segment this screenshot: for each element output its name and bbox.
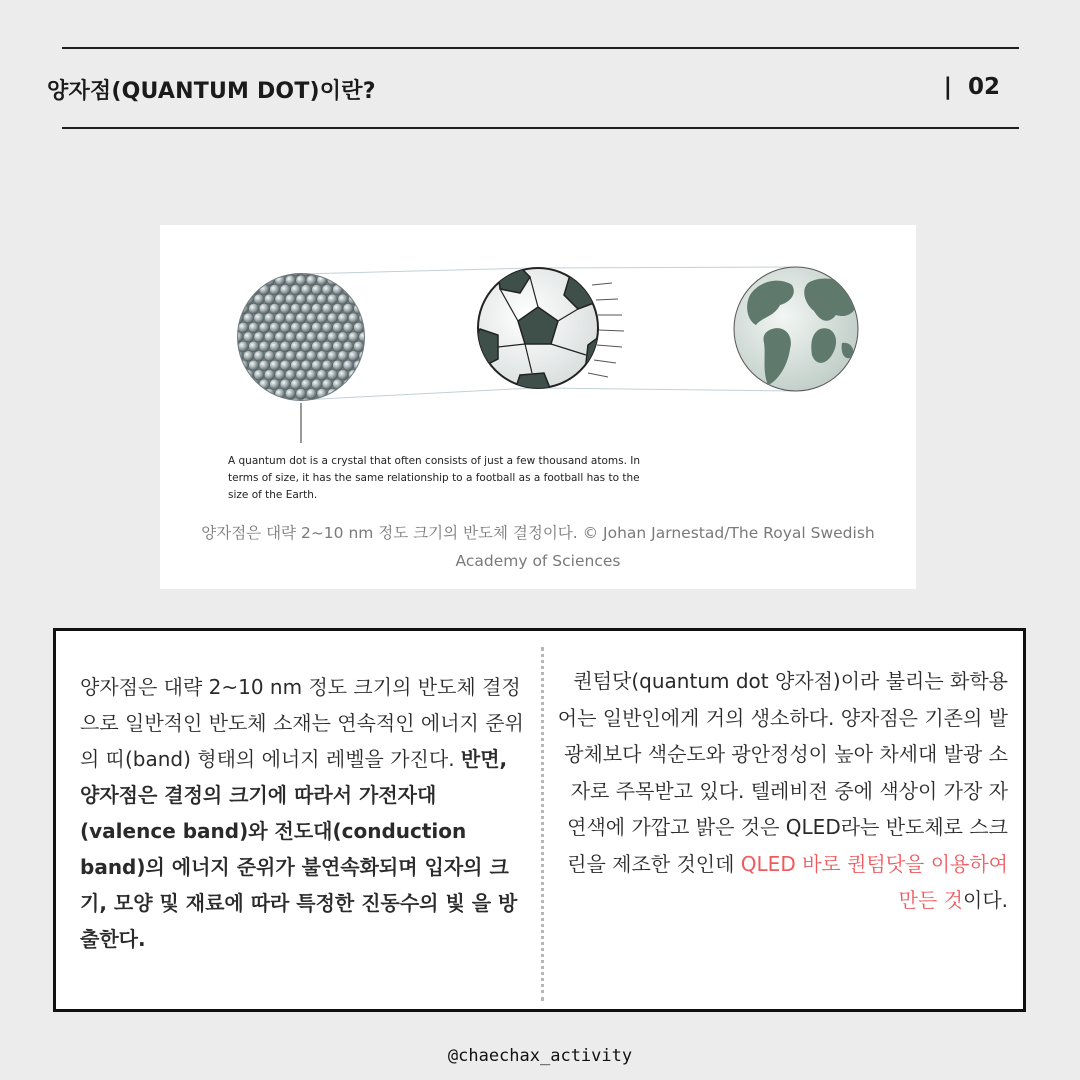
atom-sphere xyxy=(306,294,316,304)
page-number-value: 02 xyxy=(967,74,1000,100)
quantum-dot-figure xyxy=(160,225,916,589)
atom-sphere xyxy=(354,360,364,370)
atom-sphere xyxy=(343,285,353,295)
right-text-normal: 퀀텀닷(quantum dot 양자점)이라 불리는 화학용어는 일반인에게 거의 생소하다. 양자점은 기존의 발광체보다 색순도와 광안정성이 높아 차세대 발광 소자로 주목받고 있다. 텔레비전 중에 색상이 가장 자연색에 가깝고 밝은 것은 QLED라는 반도체로 스크린을 제조한 것인데 xyxy=(557,669,1008,876)
left-text-bold: 반면, 양자점은 결정의 크기에 따라서 가전자대(valence band)와 전도대(conduction band)의 에너지 준위가 불연속화되며 입자의 크기, 모양 및 재료에 따라 특정한 진동수의 빛 을 방출한다. xyxy=(80,747,518,951)
atom-crystal-icon xyxy=(233,266,369,409)
atom-sphere xyxy=(275,294,285,304)
atom-sphere xyxy=(238,322,248,332)
figure-caption: 양자점은 대략 2~10 nm 정도 크기의 반도체 결정이다. © Johan Jarnestad/The Royal Swedish Academy of Sciences xyxy=(201,524,875,570)
atom-sphere xyxy=(343,379,353,389)
atom-sphere xyxy=(275,313,285,323)
atom-sphere xyxy=(296,275,306,285)
atom-sphere xyxy=(296,313,306,323)
atom-sphere xyxy=(249,341,259,351)
atom-sphere xyxy=(264,313,274,323)
atom-sphere xyxy=(254,313,264,323)
atom-sphere xyxy=(333,379,343,389)
atom-sphere xyxy=(249,303,259,313)
left-text-column xyxy=(80,669,530,957)
atom-sphere xyxy=(322,322,332,332)
atom-sphere xyxy=(306,313,316,323)
atom-sphere xyxy=(264,351,274,361)
atom-sphere xyxy=(243,332,253,342)
atom-sphere xyxy=(317,351,327,361)
atom-sphere xyxy=(333,341,343,351)
atom-sphere xyxy=(338,313,348,323)
atom-sphere xyxy=(259,341,269,351)
figure-description: A quantum dot is a crystal that often consists of just a few thousand atoms. In terms of size, it has the same relationship to a football as a football has to the size of the Earth. xyxy=(228,455,641,501)
atom-sphere xyxy=(322,303,332,313)
right-text-column xyxy=(556,663,1008,919)
atom-sphere xyxy=(348,351,358,361)
atom-sphere xyxy=(259,322,269,332)
atom-sphere xyxy=(322,379,332,389)
atom-sphere xyxy=(259,360,269,370)
atom-sphere xyxy=(301,341,311,351)
page-title: 양자점(QUANTUM DOT)이란? xyxy=(47,79,376,104)
atom-sphere xyxy=(312,303,322,313)
atom-sphere xyxy=(312,360,322,370)
atom-sphere xyxy=(327,351,337,361)
atom-sphere xyxy=(285,351,295,361)
atom-sphere xyxy=(338,370,348,380)
atom-sphere xyxy=(348,313,358,323)
atom-sphere xyxy=(333,285,343,295)
atom-sphere xyxy=(249,360,259,370)
header-top-rule xyxy=(62,47,1019,49)
atom-sphere xyxy=(259,285,269,295)
header-bottom-rule xyxy=(62,127,1019,129)
atom-sphere xyxy=(348,294,358,304)
atom-sphere xyxy=(264,294,274,304)
author-handle: @chaechax_activity xyxy=(447,1046,633,1066)
atom-sphere xyxy=(270,360,280,370)
atom-sphere xyxy=(243,294,253,304)
page-number-separator: | xyxy=(943,74,952,100)
atom-sphere xyxy=(327,332,337,342)
atom-sphere xyxy=(343,360,353,370)
atom-sphere xyxy=(243,370,253,380)
atom-sphere xyxy=(291,303,301,313)
atom-sphere xyxy=(333,303,343,313)
atom-sphere xyxy=(291,322,301,332)
atom-sphere xyxy=(354,303,364,313)
atom-sphere xyxy=(243,351,253,361)
atom-sphere xyxy=(301,379,311,389)
atom-sphere xyxy=(254,332,264,342)
atom-sphere xyxy=(285,389,295,399)
atom-sphere xyxy=(312,322,322,332)
atom-sphere xyxy=(296,294,306,304)
atom-sphere xyxy=(285,370,295,380)
left-text-normal: 양자점은 대략 2~10 nm 정도 크기의 반도체 결정으로 일반적인 반도체 소재는 연속적인 에너지 준위의 띠(band) 형태의 에너지 레벨을 가진다. xyxy=(80,675,524,771)
atom-sphere xyxy=(275,332,285,342)
atom-sphere xyxy=(338,332,348,342)
atom-sphere xyxy=(301,360,311,370)
atom-sphere xyxy=(291,285,301,295)
atom-sphere xyxy=(301,285,311,295)
atom-sphere xyxy=(254,370,264,380)
atom-sphere xyxy=(296,370,306,380)
atom-sphere xyxy=(343,303,353,313)
football-icon xyxy=(470,265,624,401)
right-text-highlight: QLED 바로 퀀텀닷을 이용하여 만든 것 xyxy=(740,851,1008,912)
atom-sphere xyxy=(291,360,301,370)
atom-sphere xyxy=(249,285,259,295)
atom-sphere xyxy=(285,275,295,285)
atom-sphere xyxy=(280,322,290,332)
atom-sphere xyxy=(317,294,327,304)
atom-sphere xyxy=(338,294,348,304)
atom-sphere xyxy=(285,294,295,304)
atom-sphere xyxy=(280,379,290,389)
atom-sphere xyxy=(270,285,280,295)
atom-sphere xyxy=(280,285,290,295)
content-box xyxy=(53,628,1026,1012)
atom-sphere xyxy=(275,370,285,380)
atom-sphere xyxy=(249,322,259,332)
atom-sphere xyxy=(296,332,306,342)
atom-sphere xyxy=(322,285,332,295)
atom-sphere xyxy=(343,341,353,351)
earth-globe-icon xyxy=(734,267,858,391)
atom-sphere xyxy=(301,303,311,313)
atom-sphere xyxy=(270,379,280,389)
atom-sphere xyxy=(285,313,295,323)
atom-sphere xyxy=(333,322,343,332)
atom-sphere xyxy=(317,370,327,380)
atom-sphere xyxy=(291,379,301,389)
atom-sphere xyxy=(306,332,316,342)
atom-sphere xyxy=(264,370,274,380)
right-text-ending: 이다. xyxy=(963,888,1008,912)
atom-sphere xyxy=(280,360,290,370)
atom-sphere xyxy=(327,370,337,380)
atom-sphere xyxy=(254,351,264,361)
atom-sphere xyxy=(296,389,306,399)
page-number xyxy=(944,74,1000,100)
atom-sphere xyxy=(338,351,348,361)
atom-sphere xyxy=(296,351,306,361)
column-divider xyxy=(541,647,544,1001)
atom-sphere xyxy=(306,275,316,285)
atom-sphere xyxy=(275,351,285,361)
atom-sphere xyxy=(270,322,280,332)
atom-sphere xyxy=(238,341,248,351)
atom-sphere xyxy=(322,360,332,370)
atom-sphere xyxy=(264,332,274,342)
atom-sphere xyxy=(243,313,253,323)
atom-sphere xyxy=(280,303,290,313)
atom-sphere xyxy=(317,332,327,342)
atom-sphere xyxy=(270,341,280,351)
atom-sphere xyxy=(306,389,316,399)
atom-sphere xyxy=(333,360,343,370)
atom-sphere xyxy=(238,303,248,313)
atom-sphere xyxy=(327,294,337,304)
atom-sphere xyxy=(343,322,353,332)
atom-sphere xyxy=(249,379,259,389)
atom-sphere xyxy=(354,322,364,332)
atom-sphere xyxy=(322,341,332,351)
atom-sphere xyxy=(312,341,322,351)
atom-sphere xyxy=(291,341,301,351)
atom-sphere xyxy=(259,379,269,389)
atom-sphere xyxy=(312,285,322,295)
atom-sphere xyxy=(254,294,264,304)
atom-sphere xyxy=(354,341,364,351)
atom-sphere xyxy=(238,360,248,370)
atom-sphere xyxy=(259,303,269,313)
atom-sphere xyxy=(327,313,337,323)
atom-sphere xyxy=(348,370,358,380)
atom-sphere xyxy=(301,322,311,332)
atom-sphere xyxy=(280,341,290,351)
atom-sphere xyxy=(270,303,280,313)
atom-sphere xyxy=(348,332,358,342)
atom-sphere xyxy=(306,351,316,361)
atom-sphere xyxy=(312,379,322,389)
atom-sphere xyxy=(285,332,295,342)
atom-sphere xyxy=(306,370,316,380)
atom-sphere xyxy=(317,313,327,323)
